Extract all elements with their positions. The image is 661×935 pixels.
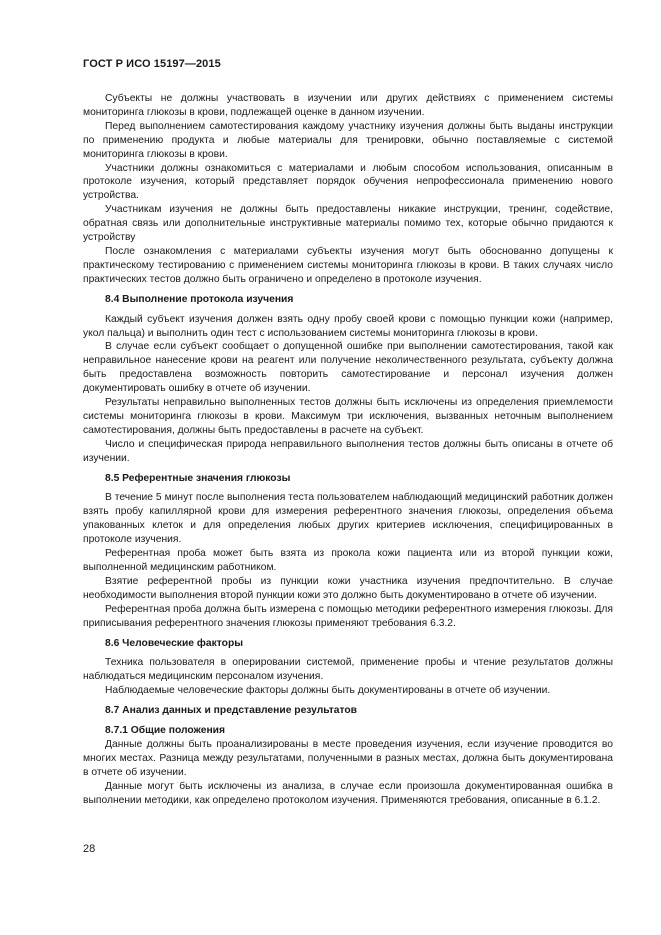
page-number: 28	[83, 843, 96, 855]
paragraph: Взятие референтной пробы из пункции кожи участника изучения предпочтительно. В случае необходимости выполнения второй пункции кожи это должно быть документировано в отчете об изучении.	[83, 575, 613, 601]
paragraph: Субъекты не должны участвовать в изучении или других действиях с применением системы мониторинга глюкозы в крови, подлежащей оценке в данном изучении.	[83, 93, 613, 118]
paragraph: В течение 5 минут после выполнения теста пользователем наблюдающий медицинский работник должен взять пробу капиллярной крови для измерения референтного значения глюкозы, определения объема упакованных клеток и для определения любых других критериев исключения, специфицированных в протоколе изучения.	[83, 492, 613, 546]
paragraph: Референтная проба может быть взята из прокола кожи пациента или из второй пункции кожи, выполненной медицинским работником.	[83, 548, 613, 573]
paragraph: Число и специфическая природа неправильного выполнения тестов должны быть описаны в отчете об изучении.	[83, 438, 613, 464]
paragraph: Референтная проба должна быть измерена с помощью методики референтного измерения глюкозы. Для приписывания референтного значения глюкозы применяют требования 6.3.2.	[83, 603, 613, 629]
page-body	[83, 92, 613, 808]
document-header: ГОСТ Р ИСО 15197—2015	[83, 58, 221, 70]
paragraph: Данные должны быть проанализированы в месте проведения изучения, если изучение проводится во многих местах. Разница между результатами, полученными в разных местах, должна быть документирована в отчете об изучении.	[83, 738, 613, 778]
section-heading-8-6: 8.6 Человеческие факторы	[105, 637, 244, 649]
paragraph: Перед выполнением самотестирования каждому участнику изучения должны быть выданы инструкции по применению продукта и любые материалы для тренировки, обычно поставляемые с системой мониторинга глюкозы в крови.	[83, 120, 613, 160]
section-heading-8-5: 8.5 Референтные значения глюкозы	[105, 472, 291, 484]
paragraph: Каждый субъект изучения должен взять одну пробу своей крови с помощью пункции кожи (например, укол пальца) и выполнить один тест с использованием системы мониторинга глюкозы в крови.	[83, 313, 613, 339]
paragraph: Данные могут быть исключены из анализа, в случае если произошла документированная ошибка в выполнении методики, как определено протоколом изучения. Применяются требования, описанные в 6.1.2.	[83, 780, 613, 806]
paragraph: В случае если субъект сообщает о допущенной ошибке при выполнении самотестирования, такой как неправильное нанесение крови на реагент или получение неколичественного результата, субъекту должна быть предоставлена возможность повторить самотестирование и персонал изучения должен документировать ошибку в отчете об изучении.	[83, 341, 613, 395]
paragraph: Участники должны ознакомиться с материалами и любым способом использования, описанным в протоколе изучения, который представляет порядок обучения непрофессионала применению нового устройства.	[83, 162, 613, 202]
paragraph: Техника пользователя в оперировании системой, применение пробы и чтение результатов должны наблюдаться медицинским персоналом изучения.	[83, 657, 613, 683]
subsection-heading-8-7-1: 8.7.1 Общие положения	[105, 725, 225, 737]
paragraph: Участникам изучения не должны быть предоставлены никакие инструкции, тренинг, содействие, обратная связь или дополнительные инструктивные материалы помимо тех, которые обычно придаются к устройству	[83, 204, 613, 244]
paragraph: Наблюдаемые человеческие факторы должны быть документированы в отчете об изучении.	[105, 685, 551, 697]
paragraph: После ознакомления с материалами субъекты изучения могут быть обоснованно допущены к практическому тестированию с применением системы мониторинга глюкозы в крови. В таких случаях число практических тестов должно быть ограничено и определено в протоколе изучения.	[83, 245, 613, 285]
section-heading-8-4: 8.4 Выполнение протокола изучения	[105, 293, 294, 305]
section-heading-8-7: 8.7 Анализ данных и представление результатов	[105, 705, 358, 717]
paragraph: Результаты неправильно выполненных тестов должны быть исключены из определения приемлемости системы мониторинга глюкозы в крови. Максимум три исключения, вызванных неточным выполнением самотестирования, должны быть предоставлены в расчете на субъект.	[83, 397, 613, 436]
